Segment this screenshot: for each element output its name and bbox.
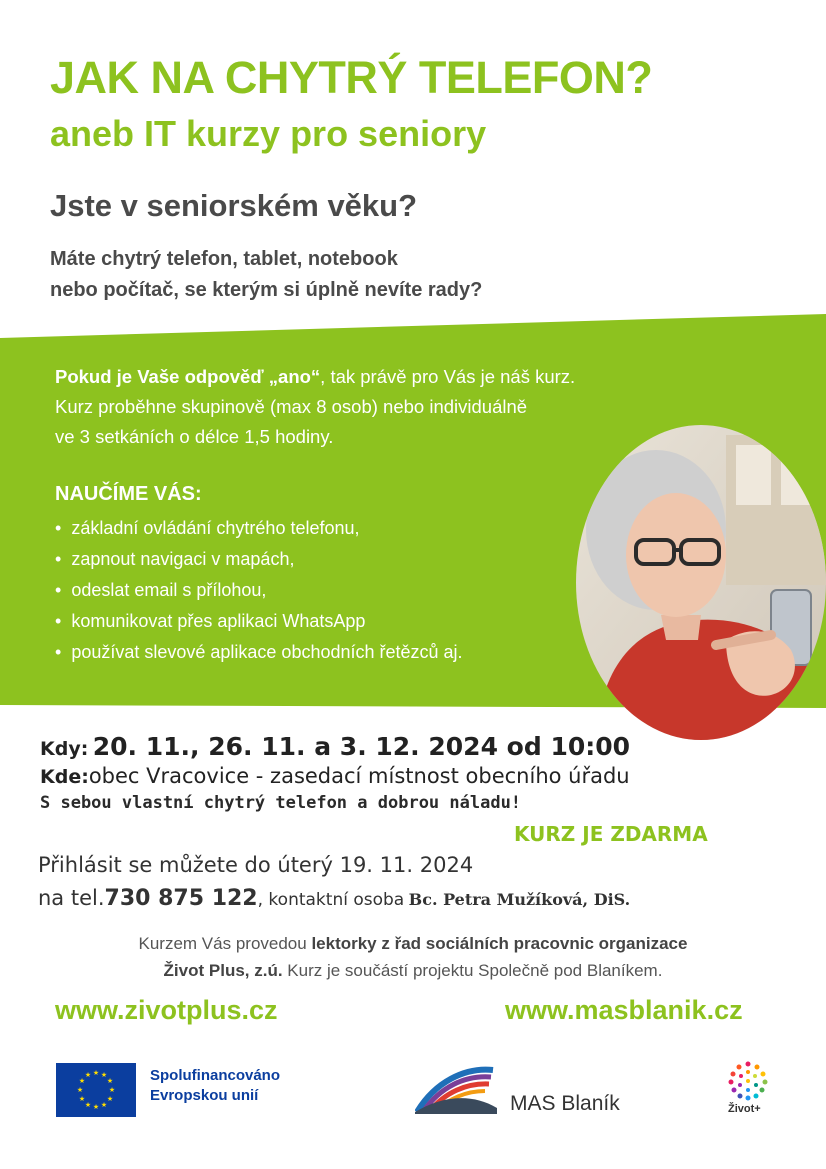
svg-text:★: ★	[106, 1095, 114, 1103]
page-title: JAK NA CHYTRÝ TELEFON?	[50, 52, 653, 103]
question-subtext-line2: nebo počítač, se kterým si úplně nevíte rady?	[50, 279, 483, 301]
phone-number[interactable]: 730 875 122	[104, 886, 258, 911]
svg-text:★: ★	[100, 1071, 108, 1079]
contact-name: Bc. Petra Mužíková, DiS.	[408, 890, 631, 909]
learn-list	[55, 513, 463, 668]
when-row	[40, 732, 630, 761]
band-intro-line2: Kurz proběhne skupinově (max 8 osob) nebo individuálně	[55, 396, 528, 417]
footer-credit-pre: Kurzem Vás provedou	[138, 934, 312, 953]
svg-text:★: ★	[76, 1086, 84, 1094]
footer-credit-bold: lektorky z řad sociálních pracovnic organizace	[311, 934, 688, 953]
footer-credit	[0, 930, 826, 984]
svg-text:★: ★	[78, 1095, 86, 1103]
learn-item: • používat slevové aplikace obchodních řetězců aj.	[55, 637, 463, 668]
contact-label: , kontaktní osoba	[257, 890, 405, 910]
register-deadline: Přihlásit se můžete do úterý 19. 11. 2024	[38, 853, 474, 877]
band-intro-rest: , tak právě pro Vás je náš kurz.	[320, 366, 576, 387]
footer-credit-line2	[0, 957, 826, 984]
zivot-plus-label: Život+	[728, 1103, 761, 1115]
band-intro-bold: Pokud je Vaše odpověď „ano“	[55, 366, 321, 387]
zivot-plus-logo-icon	[727, 1060, 769, 1102]
where-label: Kde:	[40, 766, 89, 788]
band-intro	[55, 362, 575, 452]
masblanik-link[interactable]: www.masblanik.cz	[505, 995, 743, 1025]
svg-text:★: ★	[78, 1077, 86, 1085]
eu-cofunded-text	[150, 1066, 280, 1106]
footer-credit-line1	[0, 930, 826, 957]
learn-item: • základní ovládání chytrého telefonu,	[55, 513, 463, 544]
svg-text:★: ★	[92, 1069, 100, 1077]
svg-text:★: ★	[84, 1071, 92, 1079]
bring-note: S sebou vlastní chytrý telefon a dobrou náladu!	[40, 793, 522, 813]
svg-text:★: ★	[100, 1101, 108, 1109]
mas-blanik-logo-icon	[415, 1062, 505, 1114]
when-label: Kdy:	[40, 738, 89, 760]
zivotplus-link[interactable]: www.zivotplus.cz	[55, 995, 278, 1025]
learn-heading: NAUČÍME VÁS:	[55, 483, 202, 505]
learn-item: • zapnout navigaci v mapách,	[55, 544, 463, 575]
footer-project: Kurz je součástí projektu Společně pod Blaníkem.	[282, 961, 663, 980]
svg-text:★: ★	[106, 1077, 114, 1085]
senior-photo	[576, 425, 826, 740]
learn-item: • komunikovat přes aplikaci WhatsApp	[55, 606, 463, 637]
free-badge: KURZ JE ZDARMA	[514, 822, 708, 846]
where-value: obec Vracovice - zasedací místnost obecního úřadu	[88, 764, 630, 788]
band-intro-line3: ve 3 setkáních o délce 1,5 hodiny.	[55, 426, 334, 447]
svg-text:★: ★	[84, 1101, 92, 1109]
eu-text-line2: Evropskou unií	[150, 1087, 259, 1104]
svg-text:★: ★	[92, 1103, 100, 1111]
register-prefix: na tel.	[38, 886, 105, 910]
eu-text-line1: Spolufinancováno	[150, 1067, 281, 1084]
page-subtitle: aneb IT kurzy pro seniory	[50, 113, 487, 154]
register-contact	[38, 886, 630, 911]
svg-text:★: ★	[108, 1086, 116, 1094]
question-heading: Jste v seniorském věku?	[50, 188, 418, 223]
question-subtext-line1: Máte chytrý telefon, tablet, notebook	[50, 248, 398, 270]
eu-flag-icon	[56, 1063, 136, 1117]
mas-blanik-label: MAS Blaník	[510, 1092, 620, 1115]
when-value: 20. 11., 26. 11. a 3. 12. 2024 od 10:00	[92, 732, 631, 761]
learn-item: • odeslat email s přílohou,	[55, 575, 463, 606]
footer-org-name: Život Plus, z.ú.	[163, 961, 283, 980]
where-row	[40, 764, 630, 788]
band-intro-line1	[55, 362, 575, 392]
